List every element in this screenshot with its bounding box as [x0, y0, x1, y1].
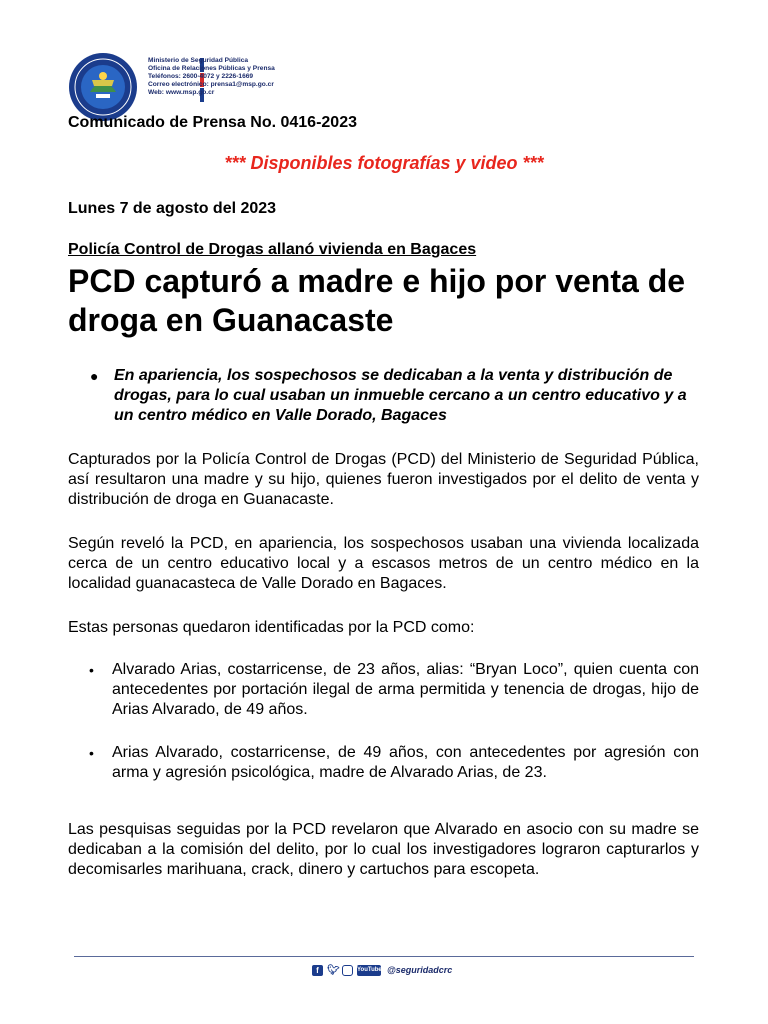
contact-email[interactable]: Correo electrónico: prensa1@msp.go.cr [148, 81, 274, 88]
contact-block [148, 57, 275, 97]
contact-phones: Teléfonos: 2600-4072 y 2226-1669 [148, 73, 254, 80]
ministry-seal-logo [68, 52, 138, 122]
paragraph-1: Capturados por la Policía Control de Drogas (PCD) del Ministerio de Seguridad Pública, así resultaron una madre y su hijo, quienes fueron investigados por el delito de venta y distribución de droga en Guanacaste. [68, 451, 699, 508]
footer-social [312, 963, 452, 977]
social-handle[interactable]: @seguridadcrc [387, 965, 453, 975]
bullet-item-2: Arias Alvarado, costarricense, de 49 años, con antecedentes por agresión con arma y agresión psicológica, madre de Alvarado Arias, de 23. [112, 744, 699, 781]
instagram-icon[interactable] [342, 965, 353, 976]
bullet-item-1: Alvarado Arias, costarricense, de 23 años, alias: “Bryan Loco”, quien cuenta con antecedentes por portación ilegal de arma permitida y tenencia de drogas, hijo de Arias Alvarado, de 49 años. [112, 661, 699, 718]
footer-divider [74, 956, 694, 957]
contact-office: Oficina de Relaciones Públicas y Prensa [148, 65, 275, 72]
twitter-icon[interactable]: 🐦︎ [327, 964, 340, 976]
lead-summary: En apariencia, los sospechosos se dedicaban a la venta y distribución de drogas, para lo cual usaban un inmueble cercano a un centro educativo y a un centro médico en Valle Dorado, Bagaces [114, 367, 687, 424]
availability-note: *** Disponibles fotografías y video *** [224, 153, 544, 173]
contact-web[interactable]: Web: www.msp.go.cr [148, 89, 215, 96]
bullet-marker-2: • [89, 745, 94, 761]
bullet-marker-1: • [89, 662, 94, 678]
subtitle: Policía Control de Drogas allanó vivienda en Bagaces [68, 241, 477, 258]
paragraph-3: Estas personas quedaron identificadas por la PCD como: [68, 619, 475, 636]
lead-bullet-marker: ● [90, 368, 99, 384]
release-date: Lunes 7 de agosto del 2023 [68, 200, 277, 217]
facebook-icon[interactable]: f [312, 965, 323, 976]
closing-paragraph: Las pesquisas seguidas por la PCD revelaron que Alvarado en asocio con su madre se dedicaban a la comisión del delito, por lo cual los investigadores lograron capturarlos y decomisarles marihuana, crack, dinero y cartuchos para escopeta. [68, 821, 699, 878]
headline: PCD capturó a madre e hijo por venta de droga en Guanacaste [68, 263, 686, 338]
paragraph-2: Según reveló la PCD, en apariencia, los sospechosos usaban una vivienda localizada cerca de un centro educativo local y a escasos metros de un centro médico en la localidad guanacasteca de Valle Dorado en Bagaces. [68, 535, 699, 592]
contact-ministry: Ministerio de Seguridad Pública [148, 57, 249, 64]
youtube-icon[interactable]: YouTube [357, 965, 381, 976]
press-release-number: Comunicado de Prensa No. 0416-2023 [68, 114, 357, 131]
